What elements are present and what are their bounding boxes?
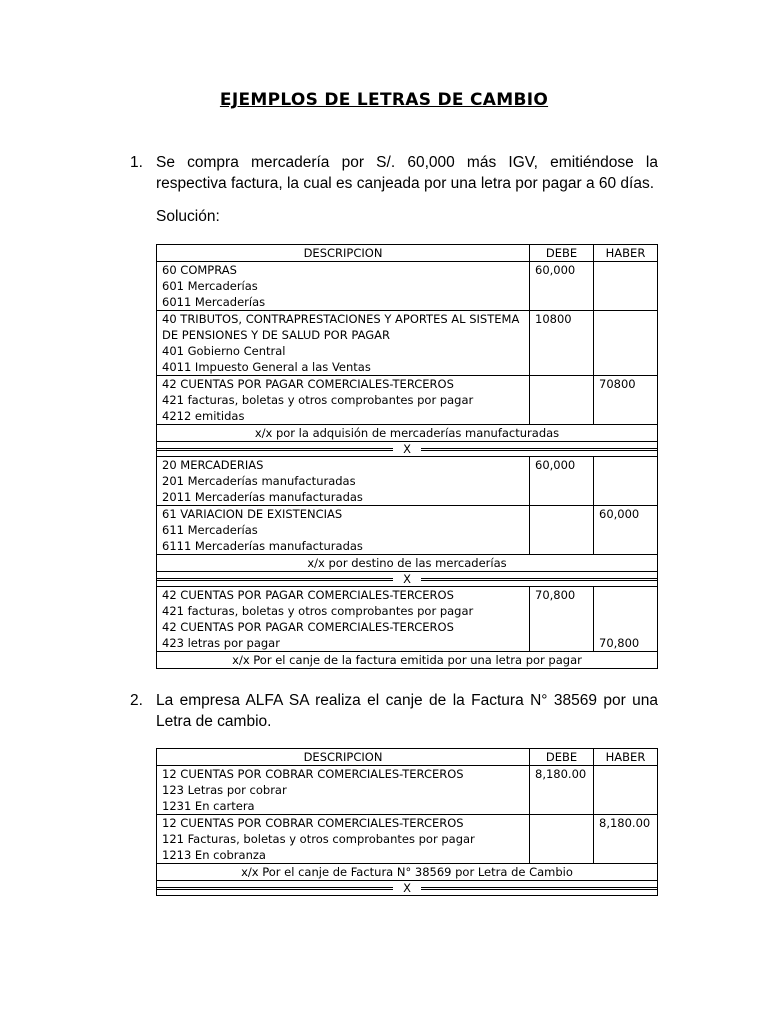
table-row bbox=[157, 815, 658, 864]
description-cell bbox=[157, 457, 530, 506]
table-row bbox=[157, 311, 658, 376]
table-row bbox=[157, 376, 658, 425]
account-line: 61 VARIACION DE EXISTENCIAS bbox=[162, 507, 343, 521]
account-line: 601 Mercaderías bbox=[162, 279, 258, 293]
gloss-cell: x/x Por el canje de Factura N° 38569 por Letra de Cambio bbox=[157, 864, 658, 881]
separator-row bbox=[157, 442, 658, 457]
account-line: 20 MERCADERIAS bbox=[162, 458, 264, 472]
debe-cell: 70,800 bbox=[530, 587, 594, 652]
account-line: 401 Gobierno Central bbox=[162, 344, 286, 358]
journal-table-1 bbox=[156, 244, 658, 669]
separator-mark: X bbox=[403, 881, 411, 895]
journal-table-2 bbox=[156, 748, 658, 896]
account-line: DE PENSIONES Y DE SALUD POR PAGAR bbox=[162, 328, 391, 342]
question-2-text: La empresa ALFA SA realiza el canje de la Factura N° 38569 por una Letra de cambio. bbox=[156, 692, 658, 730]
debe-cell bbox=[530, 815, 594, 864]
haber-cell bbox=[594, 457, 658, 506]
account-line: 42 CUENTAS POR PAGAR COMERCIALES-TERCEROS bbox=[162, 620, 454, 634]
header-debe: DEBE bbox=[530, 245, 594, 262]
account-line: 12 CUENTAS POR COBRAR COMERCIALES-TERCEROS bbox=[162, 767, 464, 781]
account-line: 421 facturas, boletas y otros comprobantes por pagar bbox=[162, 393, 474, 407]
debe-cell: 8,180.00 bbox=[530, 766, 594, 815]
table-row bbox=[157, 262, 658, 311]
solution-label: Solución: bbox=[156, 208, 220, 225]
description-cell bbox=[157, 815, 530, 864]
separator-row bbox=[157, 881, 658, 896]
table-row bbox=[157, 652, 658, 669]
header-debe: DEBE bbox=[530, 749, 594, 766]
separator-mark: X bbox=[403, 442, 411, 456]
table-row bbox=[157, 457, 658, 506]
account-line: 123 Letras por cobrar bbox=[162, 783, 287, 797]
account-line: 121 Facturas, boletas y otros comprobantes por pagar bbox=[162, 832, 475, 846]
account-line: 201 Mercaderías manufacturadas bbox=[162, 474, 356, 488]
description-cell bbox=[157, 506, 530, 555]
table-row bbox=[157, 555, 658, 572]
haber-cell: 70,800 bbox=[594, 587, 658, 652]
debe-cell: 60,000 bbox=[530, 262, 594, 311]
haber-cell bbox=[594, 262, 658, 311]
gloss-cell: x/x por la adquisión de mercaderías manufacturadas bbox=[157, 425, 658, 442]
account-line: 1213 En cobranza bbox=[162, 848, 266, 862]
separator-line bbox=[157, 881, 657, 895]
separator-line bbox=[157, 442, 657, 456]
debe-cell bbox=[530, 506, 594, 555]
table-row bbox=[157, 881, 658, 896]
haber-cell: 70800 bbox=[594, 376, 658, 425]
haber-cell bbox=[594, 311, 658, 376]
gloss-cell: x/x Por el canje de la factura emitida por una letra por pagar bbox=[157, 652, 658, 669]
account-line: 4011 Impuesto General a las Ventas bbox=[162, 360, 371, 374]
haber-cell: 60,000 bbox=[594, 506, 658, 555]
haber-cell: 8,180.00 bbox=[594, 815, 658, 864]
account-line: 42 CUENTAS POR PAGAR COMERCIALES-TERCEROS bbox=[162, 588, 454, 602]
gloss-cell: x/x por destino de las mercaderías bbox=[157, 555, 658, 572]
account-line: 6111 Mercaderías manufacturadas bbox=[162, 539, 363, 553]
table-row bbox=[157, 766, 658, 815]
description-cell bbox=[157, 262, 530, 311]
description-cell bbox=[157, 376, 530, 425]
description-cell bbox=[157, 311, 530, 376]
separator-mark: X bbox=[403, 572, 411, 586]
table-row bbox=[157, 572, 658, 587]
debe-cell: 10800 bbox=[530, 311, 594, 376]
account-line: 2011 Mercaderías manufacturadas bbox=[162, 490, 363, 504]
account-line: 1231 En cartera bbox=[162, 799, 255, 813]
account-line: 611 Mercaderías bbox=[162, 523, 258, 537]
separator-row bbox=[157, 572, 658, 587]
account-line: 12 CUENTAS POR COBRAR COMERCIALES-TERCEROS bbox=[162, 816, 464, 830]
question-1-number: 1. bbox=[130, 154, 143, 171]
account-line: 6011 Mercaderías bbox=[162, 295, 266, 309]
page-title: EJEMPLOS DE LETRAS DE CAMBIO bbox=[219, 90, 549, 110]
header-descripcion: DESCRIPCION bbox=[157, 749, 530, 766]
account-line: 423 letras por pagar bbox=[162, 636, 280, 650]
header-haber: HABER bbox=[594, 749, 658, 766]
table-header bbox=[157, 245, 658, 262]
table-row bbox=[157, 425, 658, 442]
haber-cell bbox=[594, 766, 658, 815]
account-line: 42 CUENTAS POR PAGAR COMERCIALES-TERCEROS bbox=[162, 377, 454, 391]
header-haber: HABER bbox=[594, 245, 658, 262]
table-row bbox=[157, 864, 658, 881]
account-line: 60 COMPRAS bbox=[162, 263, 237, 277]
description-cell bbox=[157, 766, 530, 815]
question-2-number: 2. bbox=[130, 692, 143, 709]
account-line: 4212 emitidas bbox=[162, 409, 245, 423]
debe-cell: 60,000 bbox=[530, 457, 594, 506]
debe-cell bbox=[530, 376, 594, 425]
table-row bbox=[157, 587, 658, 652]
table-row bbox=[157, 506, 658, 555]
header-descripcion: DESCRIPCION bbox=[157, 245, 530, 262]
description-cell bbox=[157, 587, 530, 652]
table-header bbox=[157, 749, 658, 766]
account-line: 421 facturas, boletas y otros comprobantes por pagar bbox=[162, 604, 474, 618]
table-row bbox=[157, 442, 658, 457]
separator-line bbox=[157, 572, 657, 586]
question-1-text: Se compra mercadería por S/. 60,000 más IGV, emitiéndose la respectiva factura, la cual es canjeada por una letra por pagar a 60 días. bbox=[156, 154, 658, 192]
account-line: 40 TRIBUTOS, CONTRAPRESTACIONES Y APORTES AL SISTEMA bbox=[162, 312, 520, 326]
